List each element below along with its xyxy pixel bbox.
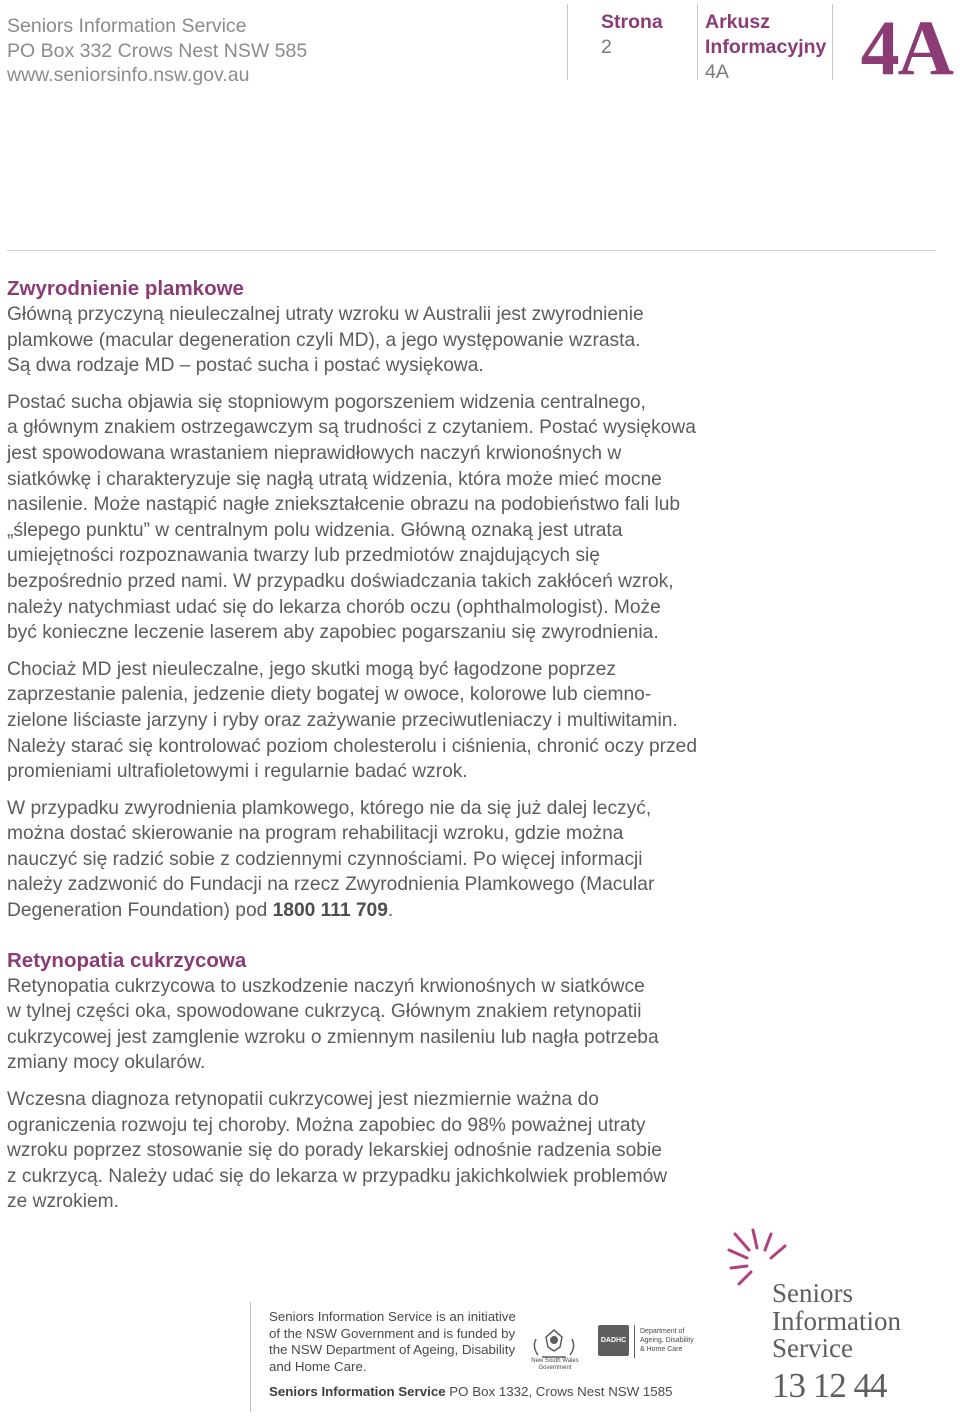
dadhc-badge: DADHC (598, 1325, 629, 1356)
paragraph-end: . (387, 900, 394, 922)
section-heading-md: Zwyrodnienie plamkowe (7, 277, 244, 300)
article-body (7, 276, 942, 1226)
phone-number: 1800 111 709 (272, 900, 388, 922)
paragraph: Chociaż MD jest nieuleczalne, jego skutki mogą być łagodzone poprzez zaprzestanie palenia, jedzenie diety bogatej w owoce, kolorowe lub ciemno- zielone liściaste jarzyny i ryby oraz zażywanie przeciwutleniaczy i multiwitamin. Należy starać się kontrolować poziom cholesterolu i ciśnienia, chronić oczy przed promieniami ultrafioletowymi i regularnie badać wzrok. (7, 658, 697, 783)
footer-address-org: Seniors Information Service (269, 1384, 446, 1399)
paragraph: Postać sucha objawia się stopniowym pogorszeniem widzenia centralnego, a głównym znakiem ostrzegawczym są trudności z czytaniem. Postać wysiękowa jest spowodowana wrastaniem nieprawidłowych naczyń krwionośnych w siatkówkę i charakteryzuje się nagłą utratą widzenia, która może mieć mocne nasilenie. Może nastąpić nagłe zniekształcenie obrazu na podobieństwo fali lub „ślepego punktu” w centralnym polu widzenia. Główną oznaką jest utrata umiejętności rozpoznawania twarzy lub przedmiotów znajdujących się bezpośrednio przed nami. W przypadku doświadczania takich zakłóceń wzrok, należy natychmiast udać się do lekarza chorób oczu (ophthalmologist). Może być konieczne leczenie laserem aby zapobiec pogarszaniu się zwyrodnienia. (7, 391, 696, 644)
po-box: PO Box 332 Crows Nest NSW 585 (7, 39, 308, 62)
section-heading-retinopathy: Retynopatia cukrzycowa (7, 948, 247, 972)
sis-line-2: Information (772, 1305, 901, 1336)
sheet-number-large: 4A (860, 4, 952, 91)
header-rule (7, 250, 936, 251)
header-contact (7, 14, 307, 88)
paragraph: Główną przyczyną nieuleczalnej utraty wzroku w Australii jest zwyrodnienie plamkowe (macular degeneration czyli MD), a jego występowanie wzrasta. Są dwa rodzaje MD – postać sucha i postać wysiękowa. (7, 304, 644, 377)
page-label: Strona (601, 11, 663, 33)
sis-logo-wordmark (772, 1280, 901, 1363)
paragraph-text: W przypadku zwyrodnienia plamkowego, którego nie da się już dalej leczyć, można dostać skierowanie na program rehabilitacji wzroku, gdzie można nauczyć się radzić sobie z codziennymi czynnościami. Po więcej informacji należy zadzwonić do Fundacji na rzecz Zwyrodnienia Plamkowego (Macular Degeneration Foundation) pod (7, 797, 655, 922)
sheet-label-1: Arkusz (705, 11, 771, 33)
header-divider (697, 4, 698, 80)
sheet-indicator (705, 10, 826, 85)
sis-phone-number: 13 12 44 (772, 1366, 887, 1405)
sheet-code: 4A (705, 61, 729, 83)
dadhc-logo (598, 1325, 694, 1356)
footer-address-rest: PO Box 1332, Crows Nest NSW 1585 (445, 1384, 673, 1399)
org-name: Seniors Information Service (7, 15, 247, 37)
nsw-caption: New South Wales Government (531, 1358, 579, 1371)
page-indicator (601, 10, 663, 60)
sis-line-1: Seniors (772, 1278, 853, 1308)
dadhc-name: Department of Ageing, Disability & Home Care (640, 1328, 694, 1353)
website-link[interactable]: www.seniorsinfo.nsw.gov.au (7, 64, 250, 86)
paragraph: Wczesna diagnoza retynopatii cukrzycowej jest niezmiernie ważna do ograniczenia rozwoju tej choroby. Można zapobiec do 98% poważnej utraty wzroku poprzez stosowanie się do porady lekarskiej odnośnie radzenia sobie z cukrzycą. Należy udać się do lekarza w przypadku jakichkolwiek problemów ze wzrokiem. (7, 1089, 668, 1213)
footer-divider (250, 1302, 251, 1412)
footer-address (269, 1384, 673, 1399)
header-divider (832, 4, 833, 80)
sheet-label-2: Informacyjny (705, 36, 827, 58)
sis-line-3: Service (772, 1333, 853, 1363)
paragraph: Retynopatia cukrzycowa to uszkodzenie naczyń krwionośnych w siatkówce w tylnej części oka, spowodowane cukrzycą. Głównym znakiem retynopatii cukrzycowej jest zamglenie wzroku o zmiennym nasileniu lub nagła potrzeba zmiany mocy okularów. (7, 975, 659, 1074)
page-number: 2 (601, 36, 612, 58)
paragraph (7, 796, 942, 924)
header-divider (567, 4, 568, 80)
footer-info: Seniors Information Service is an initiative of the NSW Government and is funded by the NSW Department of Ageing, Disability and Home Care. (269, 1309, 516, 1374)
